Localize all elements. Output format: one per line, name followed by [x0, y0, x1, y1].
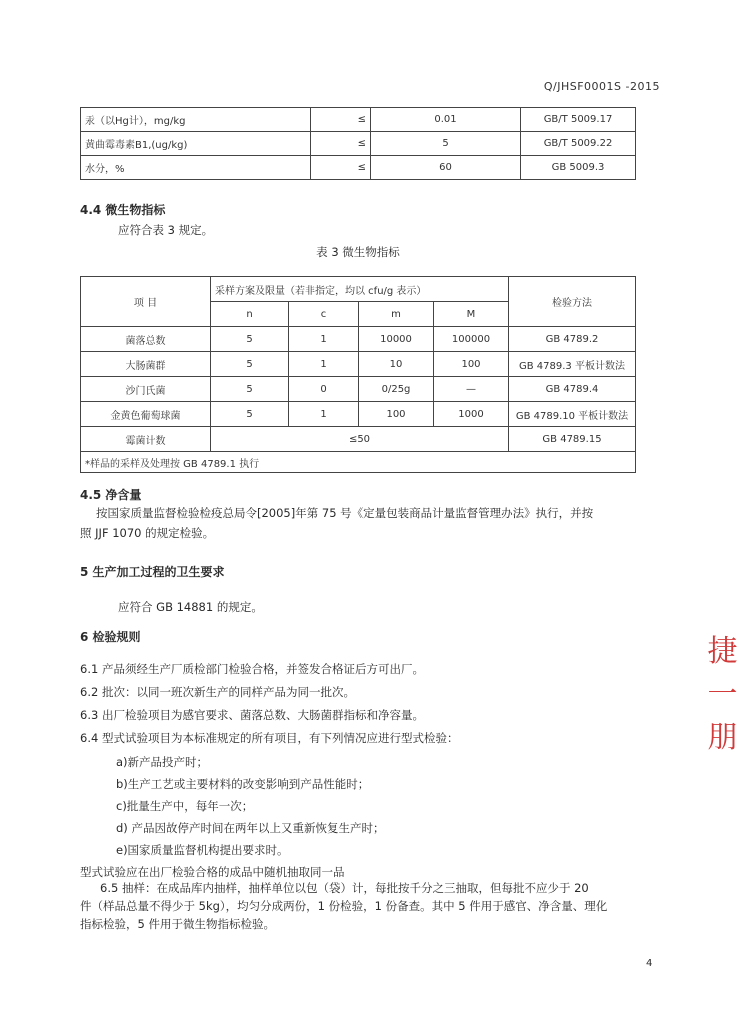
item-cell: 汞（以Hg计），mg/kg: [81, 108, 311, 132]
section-4-5-line: 按国家质量监督检验检疫总局令[2005]年第 75 号《定量包装商品计量监督管理办法》执行，并按: [96, 506, 594, 520]
item-cell: 沙门氏菌: [81, 377, 211, 402]
list-item: e)国家质量监督机构提出要求时。: [116, 843, 289, 857]
n-cell: 5: [211, 402, 289, 427]
clause-6-5-line: 6.5 抽样：在成品库内抽样，抽样单位以包（袋）计，每批按千分之三抽取，但每批不应少于 20: [100, 881, 589, 895]
seal-stamp: [706, 630, 739, 760]
stamp-glyph: 一: [707, 677, 738, 712]
table-row: [81, 427, 636, 452]
table-footnote: *样品的采样及处理按 GB 4789.1 执行: [81, 452, 636, 473]
header-n: n: [211, 302, 289, 327]
microbiology-table: [80, 276, 636, 473]
header-item: 项 目: [81, 277, 211, 327]
table-header-row: [81, 277, 636, 302]
clause-6-4: 6.4 型式试验项目为本标准规定的所有项目，有下列情况应进行型式检验：: [80, 731, 459, 745]
c-cell: 0: [289, 377, 359, 402]
operator-cell: ≤: [311, 108, 371, 132]
value-cell: 5: [371, 132, 521, 156]
table-footnote-row: [81, 452, 636, 473]
list-item: c)批量生产中，每年一次；: [116, 799, 254, 813]
n-cell: 5: [211, 377, 289, 402]
method-cell: GB 4789.3 平板计数法: [509, 352, 636, 377]
c-cell: 1: [289, 327, 359, 352]
method-cell: GB/T 5009.22: [521, 132, 636, 156]
table-row: [81, 108, 636, 132]
stamp-glyph: 捷: [707, 634, 738, 669]
document-code: Q/JHSF0001S -2015: [543, 80, 660, 93]
clause-6-1: 6.1 产品须经生产厂质检部门检验合格，并签发合格证后方可出厂。: [80, 662, 424, 676]
value-cell: 60: [371, 156, 521, 180]
m-cell: 100: [359, 402, 434, 427]
item-cell: 菌落总数: [81, 327, 211, 352]
n-cell: 5: [211, 327, 289, 352]
header-M: M: [434, 302, 509, 327]
section-5-heading: 5 生产加工过程的卫生要求: [80, 565, 225, 579]
header-c: c: [289, 302, 359, 327]
clause-6-3: 6.3 出厂检验项目为感官要求、菌落总数、大肠菌群指标和净容量。: [80, 708, 424, 722]
table-row: [81, 377, 636, 402]
table-row: [81, 327, 636, 352]
table-row: [81, 132, 636, 156]
table-row: [81, 352, 636, 377]
table-row: [81, 402, 636, 427]
method-cell: GB 4789.2: [509, 327, 636, 352]
limits-table: [80, 107, 636, 180]
item-cell: 水分，%: [81, 156, 311, 180]
section-4-5-heading: 4.5 净含量: [80, 488, 142, 502]
item-cell: 大肠菌群: [81, 352, 211, 377]
M-cell: 1000: [434, 402, 509, 427]
section-5-text: 应符合 GB 14881 的规定。: [118, 600, 263, 614]
operator-cell: ≤: [311, 156, 371, 180]
section-4-4-heading: 4.4 微生物指标: [80, 203, 166, 217]
item-cell: 黄曲霉毒素B1,(ug/kg): [81, 132, 311, 156]
list-item: a)新产品投产时；: [116, 755, 209, 769]
clause-6-5-line: 件（样品总量不得少于 5kg），均匀分成两份，1 份检验，1 份备查。其中 5 件用于感官、净含量、理化: [80, 899, 608, 913]
clause-6-5-line: 指标检验，5 件用于微生物指标检验。: [80, 917, 275, 931]
n-cell: 5: [211, 352, 289, 377]
m-cell: 10000: [359, 327, 434, 352]
header-method: 检验方法: [509, 277, 636, 327]
m-cell: 10: [359, 352, 434, 377]
table3-caption: 表 3 微生物指标: [316, 245, 400, 259]
item-cell: 金黄色葡萄球菌: [81, 402, 211, 427]
header-sampling-plan: 采样方案及限量（若非指定，均以 cfu/g 表示）: [211, 277, 509, 302]
section-6-heading: 6 检验规则: [80, 630, 141, 644]
limit-cell: ≤50: [211, 427, 509, 452]
list-item: d) 产品因故停产时间在两年以上又重新恢复生产时；: [116, 821, 385, 835]
method-cell: GB 4789.4: [509, 377, 636, 402]
clause-6-2: 6.2 批次：以同一班次新生产的同样产品为同一批次。: [80, 685, 355, 699]
value-cell: 0.01: [371, 108, 521, 132]
section-4-5-line: 照 JJF 1070 的规定检验。: [80, 526, 215, 540]
section-4-4-text: 应符合表 3 规定。: [118, 223, 214, 237]
method-cell: GB 4789.15: [509, 427, 636, 452]
table-row: [81, 156, 636, 180]
stamp-glyph: 朋: [707, 720, 738, 755]
header-m: m: [359, 302, 434, 327]
method-cell: GB 4789.10 平板计数法: [509, 402, 636, 427]
operator-cell: ≤: [311, 132, 371, 156]
list-item: b)生产工艺或主要材料的改变影响到产品性能时；: [116, 777, 370, 791]
m-cell: 0/25g: [359, 377, 434, 402]
M-cell: —: [434, 377, 509, 402]
method-cell: GB 5009.3: [521, 156, 636, 180]
method-cell: GB/T 5009.17: [521, 108, 636, 132]
type-test-note: 型式试验应在出厂检验合格的成品中随机抽取同一品: [80, 865, 345, 879]
c-cell: 1: [289, 402, 359, 427]
M-cell: 100000: [434, 327, 509, 352]
c-cell: 1: [289, 352, 359, 377]
M-cell: 100: [434, 352, 509, 377]
page-number: 4: [646, 958, 653, 969]
item-cell: 霉菌计数: [81, 427, 211, 452]
